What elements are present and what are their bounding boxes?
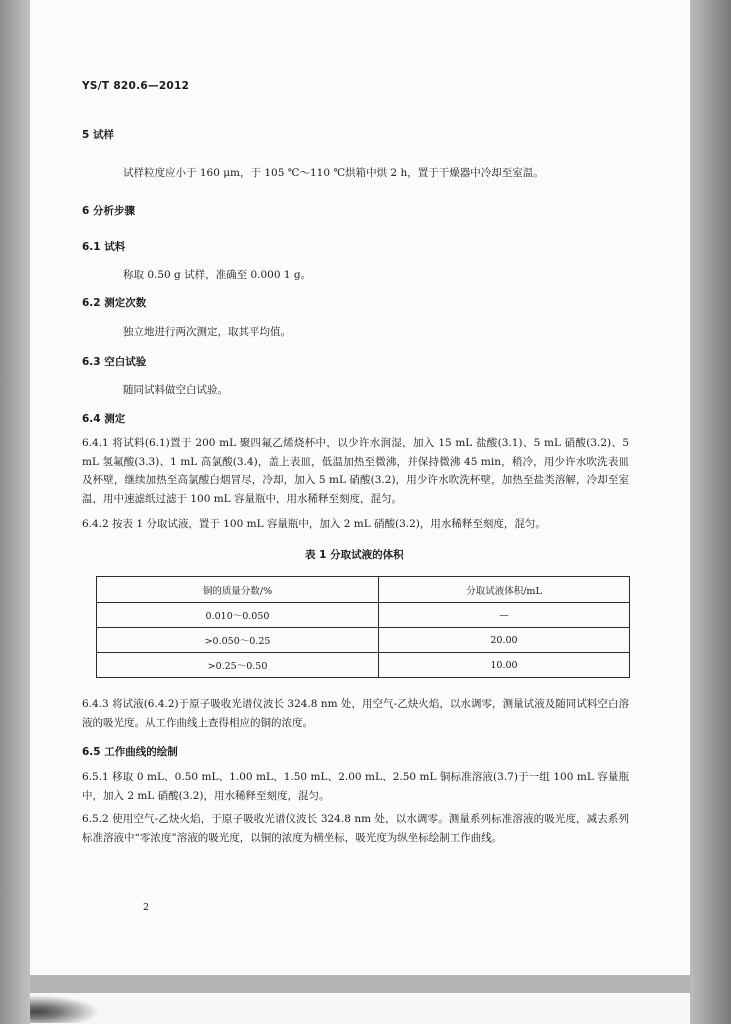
paragraph-6-4-2: 6.4.2 按表 1 分取试液，置于 100 mL 容量瓶中，加入 2 mL 硝酸(3.2)，用水稀释至刻度，混匀。 <box>82 518 546 530</box>
page-number: 2 <box>143 902 150 913</box>
standard-number: YS/T 820.6—2012 <box>82 80 190 92</box>
section-6-2-text: 独立地进行两次测定，取其平均值。 <box>123 326 291 338</box>
table-1-caption: 表 1 分取试液的体积 <box>305 549 404 561</box>
paragraph-6-5-2: 6.5.2 使用空气-乙炔火焰，于原子吸收光谱仪波长 324.8 nm 处，以水调零。测量系列标准溶液的吸光度，减去系列标准溶液中“零浓度”溶液的吸光度，以铜的浓度为横坐标，吸光度为纵坐标绘制工作曲线。 <box>82 813 629 844</box>
table-header-cell: 分取试液体积/mL <box>379 577 630 603</box>
table-cell: 0.010～0.050 <box>97 603 379 628</box>
table-cell: 10.00 <box>379 653 630 678</box>
table-cell: >0.050～0.25 <box>97 628 379 653</box>
table-1 <box>96 576 630 678</box>
section-6-5-heading: 6.5 工作曲线的绘制 <box>82 746 178 758</box>
section-6-3-text: 随同试料做空白试验。 <box>123 384 228 396</box>
table-row <box>97 603 630 628</box>
paragraph-6-4-1: 6.4.1 将试料(6.1)置于 200 mL 聚四氟乙烯烧杯中，以少许水润湿，加入 15 mL 盐酸(3.1)、5 mL 硝酸(3.2)、5 mL 氢氟酸(3.3)、1 mL 高氯酸(3.4)，盖上表皿，低温加热至微沸，并保持微沸 45 min，稍冷，用少许水吹洗表皿及杯壁，继续加热至高氯酸白烟冒尽，冷却，加入 5 mL 硝酸(3.2)，用少许水吹洗杯壁，加热至盐类溶解，冷却至室温，用中速滤纸过滤于 100 mL 容量瓶中，用水稀释至刻度，混匀。 <box>82 437 629 505</box>
table-cell: >0.25～0.50 <box>97 653 379 678</box>
section-5-heading: 5 试样 <box>82 129 114 141</box>
section-6-4-heading: 6.4 测定 <box>82 413 126 425</box>
section-6-heading: 6 分析步骤 <box>82 205 135 217</box>
section-6-2-heading: 6.2 测定次数 <box>82 297 147 309</box>
table-cell: — <box>379 603 630 628</box>
scan-smudge <box>30 995 100 1023</box>
scan-border-right <box>689 0 731 1024</box>
table-row <box>97 628 630 653</box>
paragraph-6-4-3: 6.4.3 将试液(6.4.2)于原子吸收光谱仪波长 324.8 nm 处，用空气-乙炔火焰，以水调零，测量试液及随同试料空白溶液的吸光度。从工作曲线上查得相应的铜的浓度。 <box>82 698 629 729</box>
paragraph-6-5-1: 6.5.1 移取 0 mL、0.50 mL、1.00 mL、1.50 mL、2.00 mL、2.50 mL 铜标准溶液(3.7)于一组 100 mL 容量瓶中，加入 2 mL 硝酸(3.2)，用水稀释至刻度，混匀。 <box>82 771 629 802</box>
table-header-row <box>97 577 630 603</box>
section-6-1-heading: 6.1 试料 <box>82 241 126 253</box>
section-5-text: 试样粒度应小于 160 μm，于 105 ℃～110 ℃烘箱中烘 2 h，置于干燥器中冷却至室温。 <box>123 167 544 179</box>
table-cell: 20.00 <box>379 628 630 653</box>
scan-border-left <box>0 0 30 1024</box>
table-row <box>97 653 630 678</box>
page-gap <box>30 975 690 993</box>
section-6-1-text: 称取 0.50 g 试样，准确至 0.000 1 g。 <box>123 269 312 281</box>
section-6-3-heading: 6.3 空白试验 <box>82 356 147 368</box>
next-page-edge <box>30 993 690 1024</box>
table-header-cell: 铜的质量分数/% <box>97 577 379 603</box>
document-page <box>30 0 690 975</box>
